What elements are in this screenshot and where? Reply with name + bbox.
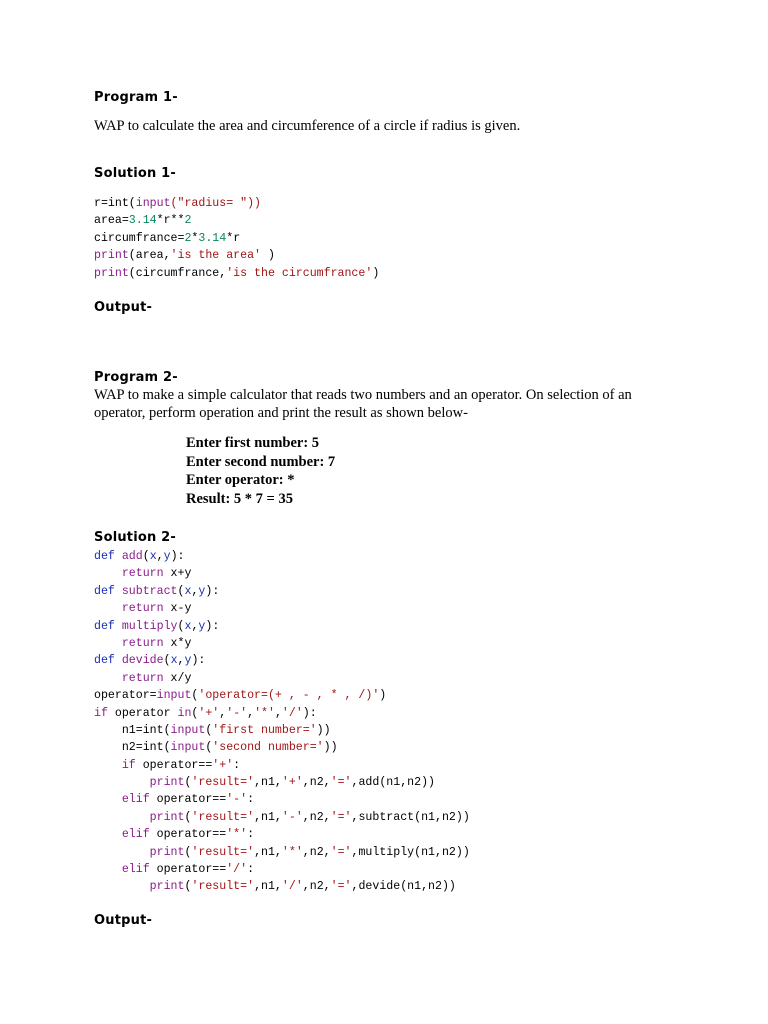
code-token: ,add(n1,n2)) bbox=[351, 776, 435, 790]
code-token: '=' bbox=[330, 845, 352, 859]
example-line: Result: 5 * 7 = 35 bbox=[186, 490, 293, 507]
code-token: ) bbox=[372, 266, 380, 280]
code-token: ,n2, bbox=[302, 810, 331, 824]
code-token: '-' bbox=[226, 793, 248, 807]
code-token: 'result=' bbox=[191, 845, 255, 859]
code-token: y bbox=[163, 550, 171, 563]
code-token: x bbox=[184, 584, 192, 598]
code-token: input bbox=[170, 741, 206, 755]
code-line bbox=[94, 722, 470, 739]
code-token: '*' bbox=[281, 845, 303, 859]
code-token: '/' bbox=[281, 706, 303, 720]
code-token: 3.14 bbox=[198, 231, 227, 245]
code-line bbox=[94, 705, 470, 722]
code-token: x bbox=[170, 654, 178, 668]
code-token bbox=[94, 672, 122, 685]
code-token: (circumfrance, bbox=[128, 266, 227, 280]
code-token: operator== bbox=[135, 758, 213, 772]
code-token: ,n1, bbox=[254, 845, 282, 859]
code-line bbox=[94, 195, 379, 212]
code-token: def bbox=[94, 550, 115, 563]
code-token: 'is the area' bbox=[170, 249, 261, 263]
code-token: '-' bbox=[281, 810, 303, 824]
code-token: ): bbox=[205, 584, 220, 598]
code-token: if bbox=[121, 758, 136, 772]
code-token: print bbox=[94, 266, 129, 280]
code-token: : bbox=[247, 863, 255, 877]
code-token: ,subtract(n1,n2)) bbox=[351, 810, 470, 824]
output-1-heading: Output- bbox=[94, 300, 153, 315]
code-line bbox=[94, 230, 379, 247]
code-line bbox=[94, 247, 379, 264]
code-token: , bbox=[177, 654, 185, 668]
code-token: ( bbox=[191, 689, 199, 703]
code-token: x+y bbox=[163, 567, 192, 581]
code-token: def bbox=[94, 619, 115, 633]
code-token: '+' bbox=[212, 758, 234, 772]
code-token: return bbox=[121, 636, 164, 650]
code-token: * bbox=[191, 231, 199, 245]
code-token: if bbox=[94, 706, 108, 720]
code-token: 'result=' bbox=[191, 776, 255, 790]
code-token: n1=int( bbox=[94, 723, 171, 737]
code-token: ( bbox=[142, 550, 150, 563]
code-token: )) bbox=[323, 741, 338, 755]
code-token: , bbox=[247, 706, 255, 720]
code-line bbox=[94, 861, 470, 878]
code-token bbox=[115, 620, 122, 633]
code-line bbox=[94, 739, 470, 756]
code-token bbox=[115, 550, 122, 563]
code-token: '-' bbox=[226, 706, 248, 720]
code-line bbox=[94, 809, 470, 826]
code-token: ): bbox=[170, 550, 185, 563]
code-token: print bbox=[149, 810, 185, 824]
solution-1-code bbox=[94, 195, 379, 282]
code-token: print bbox=[149, 880, 185, 894]
code-line bbox=[94, 548, 470, 565]
code-token: ,multiply(n1,n2)) bbox=[351, 845, 470, 859]
output-2-heading: Output- bbox=[94, 913, 153, 928]
code-token: in bbox=[177, 706, 192, 720]
code-token bbox=[94, 793, 122, 806]
code-token: '=' bbox=[330, 810, 352, 824]
code-token: ,n2, bbox=[302, 776, 331, 790]
code-line bbox=[94, 687, 470, 704]
solution-1-heading: Solution 1- bbox=[94, 166, 177, 181]
code-token: , bbox=[274, 706, 282, 720]
code-token: n2=int( bbox=[94, 741, 171, 755]
program-2-statement: WAP to make a simple calculator that reads two numbers and an operator. On selection of an operator, perform operation and print the result as shown below- bbox=[94, 387, 632, 421]
code-token: '=' bbox=[330, 880, 352, 894]
code-token: ) bbox=[379, 689, 387, 703]
program-1-heading: Program 1- bbox=[94, 90, 178, 105]
code-token: ): bbox=[191, 654, 206, 668]
code-token: ): bbox=[302, 706, 317, 720]
code-line bbox=[94, 878, 470, 895]
code-token: '=' bbox=[330, 776, 352, 790]
code-token: , bbox=[191, 619, 199, 633]
code-token: 3.14 bbox=[128, 214, 157, 228]
example-line: Enter second number: 7 bbox=[186, 453, 336, 470]
code-token: circumfrance= bbox=[94, 231, 185, 245]
code-token bbox=[94, 776, 150, 789]
code-token: : bbox=[247, 793, 255, 807]
code-token: )) bbox=[316, 723, 331, 737]
code-token: elif bbox=[121, 793, 150, 807]
example-line: Enter first number: 5 bbox=[186, 435, 320, 451]
code-token bbox=[115, 654, 122, 667]
code-line bbox=[94, 791, 470, 808]
code-token: ( bbox=[184, 776, 192, 790]
code-token: operator== bbox=[149, 828, 227, 842]
code-token: *r** bbox=[156, 214, 185, 228]
code-line bbox=[94, 212, 379, 229]
code-token: multiply bbox=[121, 619, 178, 633]
solution-2-code bbox=[94, 548, 470, 896]
code-token: def bbox=[94, 654, 115, 668]
code-token: , bbox=[219, 706, 227, 720]
code-line bbox=[94, 265, 379, 282]
code-token: input bbox=[156, 689, 192, 703]
code-token: operator bbox=[107, 706, 178, 720]
code-token: return bbox=[121, 602, 164, 616]
code-token: operator= bbox=[94, 689, 157, 703]
code-token: ,n1, bbox=[254, 776, 282, 790]
code-token bbox=[115, 585, 122, 598]
example-session bbox=[186, 434, 335, 508]
code-line bbox=[94, 844, 470, 861]
code-token: '*' bbox=[254, 706, 275, 720]
code-token: 'is the circumfrance' bbox=[226, 266, 373, 280]
code-token: ("radius= ")) bbox=[170, 197, 261, 210]
code-token: add bbox=[121, 550, 143, 563]
code-token: ,n2, bbox=[302, 880, 331, 894]
code-line bbox=[94, 635, 470, 652]
code-token: area= bbox=[94, 214, 129, 228]
code-token bbox=[94, 759, 122, 772]
code-token: ( bbox=[163, 654, 171, 668]
code-line bbox=[94, 670, 470, 687]
code-token bbox=[94, 637, 122, 650]
code-token: 'operator=(+ , - , * , /)' bbox=[198, 689, 380, 703]
code-token: '/' bbox=[226, 863, 248, 877]
code-token bbox=[94, 880, 150, 893]
code-token: , bbox=[156, 550, 164, 563]
code-line bbox=[94, 757, 470, 774]
solution-2-heading: Solution 2- bbox=[94, 530, 177, 545]
code-line bbox=[94, 774, 470, 791]
code-token: ): bbox=[205, 619, 220, 633]
code-token: ( bbox=[177, 619, 185, 633]
code-token: def bbox=[94, 584, 115, 598]
program-1-statement: WAP to calculate the area and circumference of a circle if radius is given. bbox=[94, 118, 521, 134]
code-token: input bbox=[135, 197, 171, 210]
code-token: : bbox=[233, 758, 241, 772]
code-token: x bbox=[149, 550, 157, 563]
code-token: , bbox=[191, 584, 199, 598]
code-token: ( bbox=[205, 741, 213, 755]
code-token: '/' bbox=[281, 880, 303, 894]
example-line: Enter operator: * bbox=[186, 472, 295, 488]
code-token: 2 bbox=[184, 214, 192, 228]
code-token: ,devide(n1,n2)) bbox=[351, 880, 456, 894]
code-token bbox=[94, 846, 150, 859]
code-token: elif bbox=[121, 828, 150, 842]
code-token: ( bbox=[177, 584, 185, 598]
code-line bbox=[94, 565, 470, 582]
code-token: print bbox=[94, 249, 129, 263]
code-token: *r bbox=[226, 231, 241, 245]
code-line bbox=[94, 583, 470, 600]
code-token: y bbox=[198, 584, 206, 598]
code-token: '+' bbox=[281, 776, 303, 790]
code-token: r=int( bbox=[94, 197, 136, 210]
code-token: ( bbox=[205, 723, 213, 737]
code-token: elif bbox=[121, 863, 150, 877]
code-token: ( bbox=[191, 706, 199, 720]
program-2-heading: Program 2- bbox=[94, 370, 178, 385]
code-token: x/y bbox=[163, 671, 192, 685]
code-token bbox=[94, 811, 150, 824]
code-token: y bbox=[198, 619, 206, 633]
code-token: subtract bbox=[121, 584, 178, 598]
code-token: x bbox=[184, 619, 192, 633]
code-token: operator== bbox=[149, 793, 227, 807]
code-token: ( bbox=[184, 845, 192, 859]
code-token: print bbox=[149, 776, 185, 790]
code-line bbox=[94, 826, 470, 843]
code-line bbox=[94, 600, 470, 617]
code-token: return bbox=[121, 671, 164, 685]
code-line bbox=[94, 652, 470, 669]
code-token: ) bbox=[261, 249, 275, 263]
code-token: ( bbox=[184, 880, 192, 894]
code-token bbox=[94, 567, 122, 580]
code-token: return bbox=[121, 567, 164, 581]
code-line bbox=[94, 618, 470, 635]
code-token: ,n2, bbox=[302, 845, 331, 859]
code-token: '+' bbox=[198, 706, 220, 720]
code-token: ,n1, bbox=[254, 810, 282, 824]
code-token: (area, bbox=[128, 249, 171, 263]
code-token: 'first number=' bbox=[212, 723, 317, 737]
code-token: print bbox=[149, 845, 185, 859]
code-token bbox=[94, 828, 122, 841]
code-token: ( bbox=[184, 810, 192, 824]
code-token: 'second number=' bbox=[212, 741, 324, 755]
code-token: x*y bbox=[163, 636, 192, 650]
code-token: input bbox=[170, 723, 206, 737]
code-token: y bbox=[184, 654, 192, 668]
code-token: 'result=' bbox=[191, 880, 255, 894]
code-token: operator== bbox=[149, 863, 227, 877]
code-token: 2 bbox=[184, 231, 192, 245]
code-token bbox=[94, 863, 122, 876]
code-token: ,n1, bbox=[254, 880, 282, 894]
code-token: devide bbox=[121, 654, 164, 668]
code-token: '*' bbox=[226, 828, 248, 842]
code-token: x-y bbox=[163, 602, 192, 616]
code-token: : bbox=[247, 828, 255, 842]
code-token bbox=[94, 602, 122, 615]
code-token: 'result=' bbox=[191, 810, 255, 824]
